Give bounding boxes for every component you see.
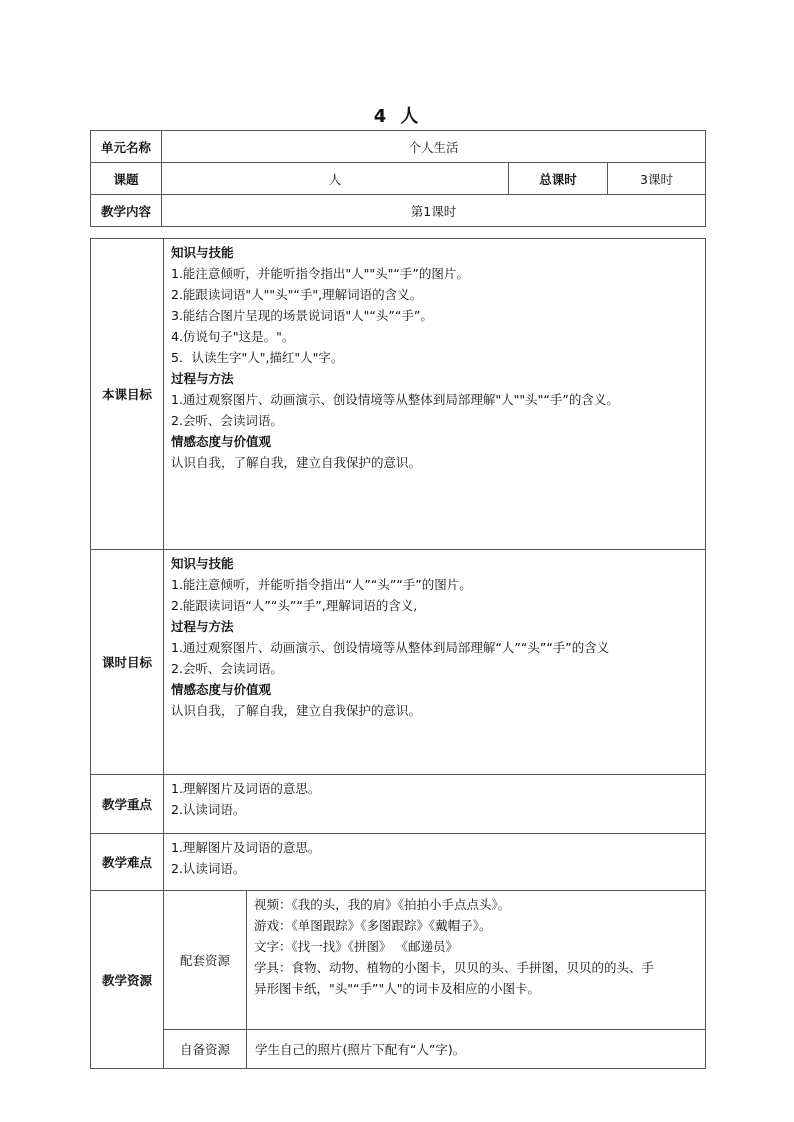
- goal-line: 2.会听、会读词语。: [171, 413, 283, 428]
- content-row: [91, 195, 706, 227]
- goal-line: 1.通过观察图片、动画演示、创设情境等从整体到局部理解“人”“头”“手”的含义: [171, 640, 610, 655]
- key-points-content: [164, 775, 706, 834]
- unit-label: 单元名称: [91, 131, 162, 163]
- difficulties-label: 教学难点: [91, 834, 164, 891]
- topic-label: 课题: [91, 163, 162, 195]
- own-resources-label: 自备资源: [164, 1030, 247, 1069]
- content-value: 第1课时: [162, 195, 706, 227]
- resources-own-row: [91, 1030, 706, 1069]
- lesson-goals-content: [164, 239, 706, 550]
- section-heading: 情感态度与价值观: [171, 682, 272, 697]
- lesson-title: 人: [400, 106, 421, 127]
- goal-line: 1.能注意倾听，并能听指令指出"人""头"“手”的图片。: [171, 266, 469, 281]
- section-heading: 情感态度与价值观: [171, 434, 272, 449]
- difficulties-row: [91, 834, 706, 891]
- supporting-resources-label: 配套资源: [164, 891, 247, 1030]
- resource-line: 文字：《找一找》《拼图》 《邮递员》: [254, 939, 458, 954]
- topic-value: 人: [162, 163, 509, 195]
- own-resources-value: 学生自己的照片(照片下配有“人”字)。: [247, 1030, 706, 1069]
- section-heading: 过程与方法: [171, 619, 234, 634]
- total-hours-value: 3课时: [608, 163, 706, 195]
- goal-line: 4.仿说句子"这是。"。: [171, 329, 295, 344]
- goal-line: 认识自我，了解自我，建立自我保护的意识。: [171, 703, 422, 718]
- resources-label: 教学资源: [91, 891, 164, 1069]
- topic-row: [91, 163, 706, 195]
- lesson-number: 4: [373, 106, 389, 127]
- key-points-row: [91, 775, 706, 834]
- section-heading: 知识与技能: [171, 245, 234, 260]
- header-table: [90, 130, 706, 227]
- goal-line: 1.能注意倾听，并能听指令指出“人”“头”“手”的图片。: [171, 577, 472, 592]
- resource-line: 学具：食物、动物、植物的小图卡，贝贝的头、手拼图，贝贝的的头、手: [254, 960, 655, 975]
- goal-line: 1.理解图片及词语的意思。: [171, 781, 321, 796]
- key-points-label: 教学重点: [91, 775, 164, 834]
- goal-line: 2.能跟读词语“人”“头”“手”,理解词语的含义,: [171, 598, 418, 613]
- goal-line: 2.会听、会读词语。: [171, 661, 283, 676]
- period-goals-row: [91, 550, 706, 775]
- total-hours-label: 总课时: [509, 163, 608, 195]
- resource-line: 视频：《我的头，我的肩》《拍拍小手点点头》。: [254, 897, 511, 912]
- section-heading: 知识与技能: [171, 556, 234, 571]
- goal-line: 1.通过观察图片、动画演示、创设情境等从整体到局部理解"人""头"“手”的含义。: [171, 392, 619, 407]
- resources-supporting-row: [91, 891, 706, 1030]
- goal-line: 2.认读词语。: [171, 861, 246, 876]
- goal-line: 3.能结合图片呈现的场景说词语"人"“头”“手”。: [171, 308, 433, 323]
- goals-table: [90, 238, 706, 1069]
- goal-line: 2.能跟读词语"人""头"“手",理解词语的含义。: [171, 287, 423, 302]
- content-label: 教学内容: [91, 195, 162, 227]
- period-goals-content: [164, 550, 706, 775]
- resource-line: 游戏：《单图跟踪》《多图跟踪》《戴帽子》。: [254, 918, 492, 933]
- goal-line: 2.认读词语。: [171, 802, 246, 817]
- unit-value: 个人生活: [162, 131, 706, 163]
- unit-row: [91, 131, 706, 163]
- resource-line: 异形图卡纸，"头"“手”"人"的词卡及相应的小图卡。: [254, 981, 540, 996]
- lesson-goals-row: [91, 239, 706, 550]
- goal-line: 认识自我，了解自我，建立自我保护的意识。: [171, 455, 422, 470]
- goal-line: 1.理解图片及词语的意思。: [171, 840, 321, 855]
- supporting-resources-content: [247, 891, 706, 1030]
- goal-line: 5．认读生字"人",描红"人"字。: [171, 350, 344, 365]
- difficulties-content: [164, 834, 706, 891]
- lesson-goals-label: 本课目标: [91, 239, 164, 550]
- page-title: [0, 102, 794, 128]
- section-heading: 过程与方法: [171, 371, 234, 386]
- period-goals-label: 课时目标: [91, 550, 164, 775]
